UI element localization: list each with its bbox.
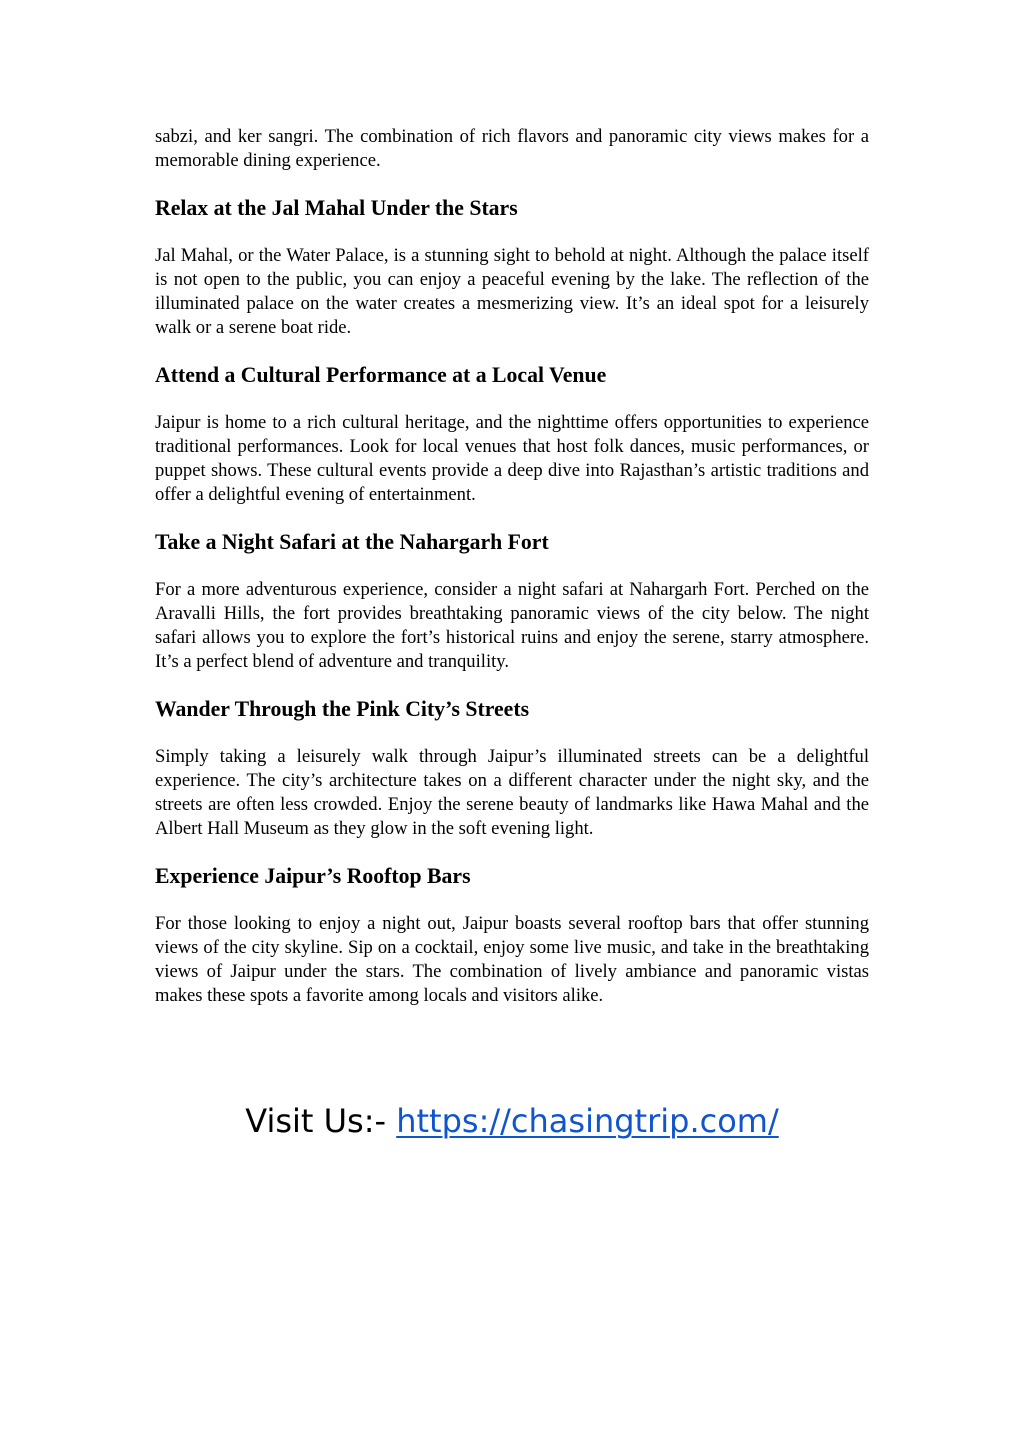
visit-us-label: Visit Us:- <box>245 1102 397 1140</box>
heading-pink-city-streets: Wander Through the Pink City’s Streets <box>155 696 530 721</box>
visit-us-line <box>0 1097 1024 1145</box>
heading-rooftop-bars: Experience Jaipur’s Rooftop Bars <box>155 863 471 888</box>
website-link[interactable]: https://chasingtrip.com/ <box>396 1102 779 1140</box>
paragraph-cultural-performance: Jaipur is home to a rich cultural heritage, and the nighttime offers opportunities to experience traditional performances. Look for local venues that host folk dances, music performances, or puppet shows. These cultural events provide a deep dive into Rajasthan’s artistic traditions and offer a delightful evening of entertainment. <box>155 412 869 505</box>
heading-jal-mahal: Relax at the Jal Mahal Under the Stars <box>155 195 518 220</box>
paragraph-rooftop-bars: For those looking to enjoy a night out, Jaipur boasts several rooftop bars that offer stunning views of the city skyline. Sip on a cocktail, enjoy some live music, and take in the breathtaking views of Jaipur under the stars. The combination of lively ambiance and panoramic vistas makes these spots a favorite among locals and visitors alike. <box>155 913 869 1006</box>
heading-cultural-performance: Attend a Cultural Performance at a Local Venue <box>155 362 607 387</box>
paragraph-night-safari: For a more adventurous experience, consider a night safari at Nahargarh Fort. Perched on the Aravalli Hills, the fort provides breathtaking panoramic views of the city below. The night safari allows you to explore the fort’s historical ruins and enjoy the serene, starry atmosphere. It’s a perfect blend of adventure and tranquility. <box>155 579 869 672</box>
paragraph-dining-views: sabzi, and ker sangri. The combination of rich flavors and panoramic city views makes for a memorable dining experience. <box>155 126 869 171</box>
heading-night-safari: Take a Night Safari at the Nahargarh Fort <box>155 529 549 554</box>
paragraph-jal-mahal: Jal Mahal, or the Water Palace, is a stunning sight to behold at night. Although the palace itself is not open to the public, you can enjoy a peaceful evening by the lake. The reflection of the illuminated palace on the water creates a mesmerizing view. It’s an ideal spot for a leisurely walk or a serene boat ride. <box>155 245 869 338</box>
paragraph-pink-city-streets: Simply taking a leisurely walk through Jaipur’s illuminated streets can be a delightful experience. The city’s architecture takes on a different character under the night sky, and the streets are often less crowded. Enjoy the serene beauty of landmarks like Hawa Mahal and the Albert Hall Museum as they glow in the soft evening light. <box>155 746 869 839</box>
article-body <box>155 125 869 1032</box>
